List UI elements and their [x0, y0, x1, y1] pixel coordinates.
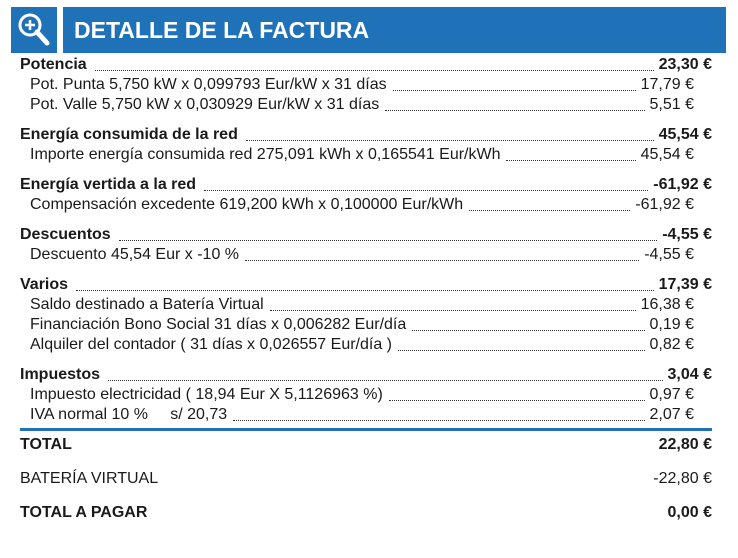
line-item-label: Pot. Punta 5,750 kW x 0,099793 Eur/kW x 31 días [30, 76, 387, 93]
magnifier-plus-icon[interactable] [11, 7, 57, 53]
dot-leader [233, 420, 644, 421]
total-row [20, 436, 712, 456]
line-item-label: Impuesto electricidad ( 18,94 Eur X 5,1126963 %) [30, 386, 383, 403]
dot-leader [412, 330, 644, 331]
invoice-detail-header [11, 7, 726, 53]
dot-leader [469, 210, 630, 211]
section-amount: 3,04 € [667, 366, 712, 383]
dot-leader [389, 400, 645, 401]
dot-leader [385, 110, 644, 111]
line-item [20, 336, 712, 356]
bateria-virtual-label: BATERÍA VIRTUAL [20, 470, 159, 487]
section-energia-vertida [20, 176, 712, 196]
total-label: TOTAL [20, 436, 72, 453]
dot-leader [246, 140, 654, 141]
dot-leader [398, 350, 645, 351]
section-varios [20, 276, 712, 296]
invoice-detail-table [20, 56, 712, 524]
total-a-pagar-label: TOTAL A PAGAR [20, 504, 148, 521]
line-item-label: Financiación Bono Social 31 días x 0,006282 Eur/día [30, 316, 407, 333]
line-item [20, 146, 712, 166]
line-item [20, 316, 712, 336]
line-item-amount: 0,19 € [649, 316, 694, 333]
line-item-amount: 16,38 € [640, 296, 694, 313]
line-item-amount: 5,51 € [649, 96, 694, 113]
total-a-pagar-amount: 0,00 € [667, 504, 712, 521]
line-item-label: Saldo destinado a Batería Virtual [30, 296, 264, 313]
section-label: Descuentos [20, 226, 111, 243]
line-item-label: IVA normal 10 % s/ 20,73 [30, 406, 228, 423]
line-item [20, 296, 712, 316]
section-descuentos [20, 226, 712, 246]
section-amount: 23,30 € [658, 56, 712, 73]
section-label: Impuestos [20, 366, 101, 383]
line-item [20, 96, 712, 116]
line-item-label: Pot. Valle 5,750 kW x 0,030929 Eur/kW x 31 días [30, 96, 380, 113]
line-item [20, 76, 712, 96]
line-item [20, 196, 712, 216]
line-item-label: Alquiler del contador ( 31 días x 0,026557 Eur/día ) [30, 336, 392, 353]
section-impuestos [20, 366, 712, 386]
dot-leader [245, 260, 639, 261]
dot-leader [95, 70, 654, 71]
section-energia-consumida [20, 126, 712, 146]
bateria-virtual-row [20, 470, 712, 490]
dot-leader [119, 240, 657, 241]
line-item-amount: 0,82 € [649, 336, 694, 353]
line-item-label: Importe energía consumida red 275,091 kWh x 0,165541 Eur/kWh [30, 146, 501, 163]
page-title: DETALLE DE LA FACTURA [63, 7, 726, 53]
dot-leader [506, 160, 635, 161]
line-item-amount: -4,55 € [644, 246, 694, 263]
section-label: Varios [20, 276, 69, 293]
section-label: Energía vertida a la red [20, 176, 197, 193]
section-amount: 45,54 € [658, 126, 712, 143]
line-item [20, 406, 712, 426]
dot-leader [108, 380, 663, 381]
dot-leader [270, 310, 636, 311]
section-potencia [20, 56, 712, 76]
section-amount: -61,92 € [653, 176, 712, 193]
line-item-label: Descuento 45,54 Eur x -10 % [30, 246, 240, 263]
line-item-amount: 0,97 € [649, 386, 694, 403]
dot-leader [76, 290, 654, 291]
section-amount: 17,39 € [658, 276, 712, 293]
dot-leader [393, 90, 636, 91]
bateria-virtual-amount: -22,80 € [653, 470, 712, 487]
line-item-amount: 45,54 € [640, 146, 694, 163]
line-item-amount: -61,92 € [635, 196, 694, 213]
section-amount: -4,55 € [662, 226, 712, 243]
section-label: Energía consumida de la red [20, 126, 238, 143]
line-item-amount: 2,07 € [649, 406, 694, 423]
line-item-amount: 17,79 € [640, 76, 694, 93]
dot-leader [204, 190, 648, 191]
total-amount: 22,80 € [658, 436, 712, 453]
total-a-pagar-row [20, 504, 712, 524]
line-item-label: Compensación excedente 619,200 kWh x 0,100000 Eur/kWh [30, 196, 464, 213]
line-item [20, 386, 712, 406]
line-item [20, 246, 712, 266]
section-label: Potencia [20, 56, 87, 73]
